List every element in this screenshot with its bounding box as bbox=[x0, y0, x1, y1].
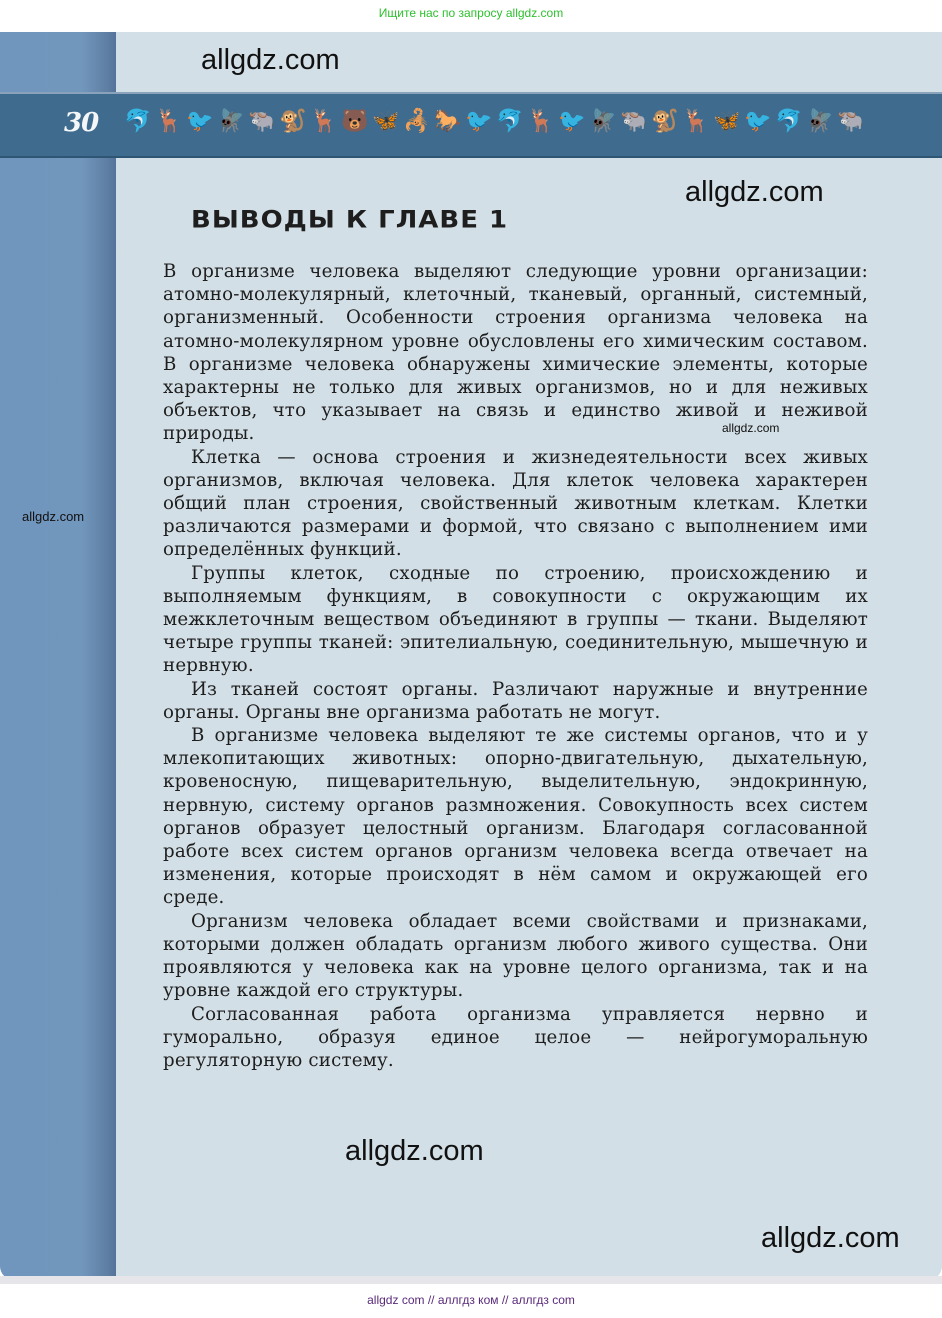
dolphin-icon: 🐬 bbox=[496, 108, 524, 134]
swallow-icon: 🐦 bbox=[465, 108, 493, 134]
scorpion-icon: 🦂 bbox=[403, 108, 431, 134]
lemur-icon: 🐒 bbox=[651, 108, 679, 134]
bison-icon: 🐃 bbox=[248, 108, 276, 134]
bird-icon: 🐦 bbox=[186, 108, 214, 134]
chapter-title: ВЫВОДЫ К ГЛАВЕ 1 bbox=[191, 206, 509, 234]
paragraph-neurohumoral-regulation: Согласованная работа организма управляется нервно и гуморально, образуя единое целое — нейрогуморальную регуляторную систему. bbox=[163, 1003, 868, 1071]
chapter-summary-text bbox=[163, 260, 868, 1072]
animal-silhouettes-strip bbox=[124, 104, 924, 138]
lemur-icon: 🐒 bbox=[279, 108, 307, 134]
paragraph-properties-of-organism: Организм человека обладает всеми свойствами и признаками, которыми должен обладать организм любого живого существа. Они проявляются у человека как на уровне целого организма, так и на уровне каждой его структуры. bbox=[163, 910, 868, 1002]
page-header-band bbox=[0, 92, 942, 158]
page-bottom-edge bbox=[0, 1276, 942, 1284]
link-separator: // bbox=[498, 1293, 512, 1307]
link-allgdz-com-cyr[interactable]: аллгдз com bbox=[511, 1293, 575, 1307]
watermark-side: allgdz.com bbox=[22, 509, 85, 524]
link-allgdz-com[interactable]: allgdz com bbox=[367, 1293, 425, 1307]
watermark-top: allgdz.com bbox=[201, 44, 340, 76]
horse-icon: 🐎 bbox=[434, 108, 462, 134]
bison-icon: 🐃 bbox=[837, 108, 865, 134]
paragraph-organs: Из тканей состоят органы. Различают наружные и внутренние органы. Органы вне организма работать не могут. bbox=[163, 678, 868, 723]
link-separator: // bbox=[424, 1293, 438, 1307]
watermark-bottom-right: allgdz.com bbox=[761, 1222, 900, 1254]
insect-icon: 🪰 bbox=[806, 108, 834, 134]
dolphin-icon: 🐬 bbox=[775, 108, 803, 134]
butterfly-icon: 🦋 bbox=[372, 108, 400, 134]
paragraph-tissues: Группы клеток, сходные по строению, происхождению и выполняемым функциям, в совокупности с окружающим их межклеточным веществом объединяют в группы — ткани. Выделяют четыре группы тканей: эпителиальную, соединительную, мышечную и нервную. bbox=[163, 562, 868, 677]
page-number: 30 bbox=[64, 108, 99, 138]
dolphin-icon: 🐬 bbox=[124, 108, 152, 134]
insect-icon: 🪰 bbox=[217, 108, 245, 134]
paragraph-levels-of-organization: В организме человека выделяют следующие уровни организации: атомно-молекулярный, клеточный, тканевый, органный, системный, организменный. Особенности строения организма человека на атомно-молекулярном уровне обусловлены его химическим составом. В организме человека обнаружены химические элементы, которые характерны не только для живых организмов, но и для неживых объектов, что указывает на связь и единство живой и неживой природы. bbox=[163, 261, 868, 445]
bison-icon: 🐃 bbox=[620, 108, 648, 134]
bird-icon: 🐦 bbox=[558, 108, 586, 134]
moose-icon: 🦌 bbox=[527, 108, 555, 134]
antelope-icon: 🦌 bbox=[682, 108, 710, 134]
watermark-inline-small: allgdz.com bbox=[722, 421, 780, 435]
antelope-icon: 🦌 bbox=[310, 108, 338, 134]
link-allgdz-kom-cyr[interactable]: аллгдз ком bbox=[437, 1293, 499, 1307]
butterfly-icon: 🦋 bbox=[713, 108, 741, 134]
top-search-notice: Ищите нас по запросу allgdz.com bbox=[378, 6, 564, 20]
bear-icon: 🐻 bbox=[341, 108, 369, 134]
bottom-links bbox=[0, 1293, 942, 1307]
page-side-band bbox=[0, 32, 116, 1280]
watermark-title-right: allgdz.com bbox=[685, 176, 824, 208]
insect-icon: 🪰 bbox=[589, 108, 617, 134]
watermark-bottom-center: allgdz.com bbox=[345, 1135, 484, 1167]
paragraph-cell: Клетка — основа строения и жизнедеятельности всех живых организмов, включая человека. Для клеток человека характерен общий план строения, свойственный животным клеткам. Клетки различаются размерами и формой, что связано с выполнением ими определённых функций. bbox=[163, 446, 868, 561]
paragraph-organ-systems: В организме человека выделяют те же системы органов, что и у млекопитающих животных: опорно-двигательную, дыхательную, кровеносную, пищеварительную, выделительную, эндокринную, нервную, систему органов размножения. Совокупность всех систем органов образует целостный организм. Благодаря согласованной работе всех систем органов организм человека всегда отвечает на изменения, которые происходят в нём самом и окружающей его среде. bbox=[163, 725, 868, 909]
moose-icon: 🦌 bbox=[155, 108, 183, 134]
swallow-icon: 🐦 bbox=[744, 108, 772, 134]
